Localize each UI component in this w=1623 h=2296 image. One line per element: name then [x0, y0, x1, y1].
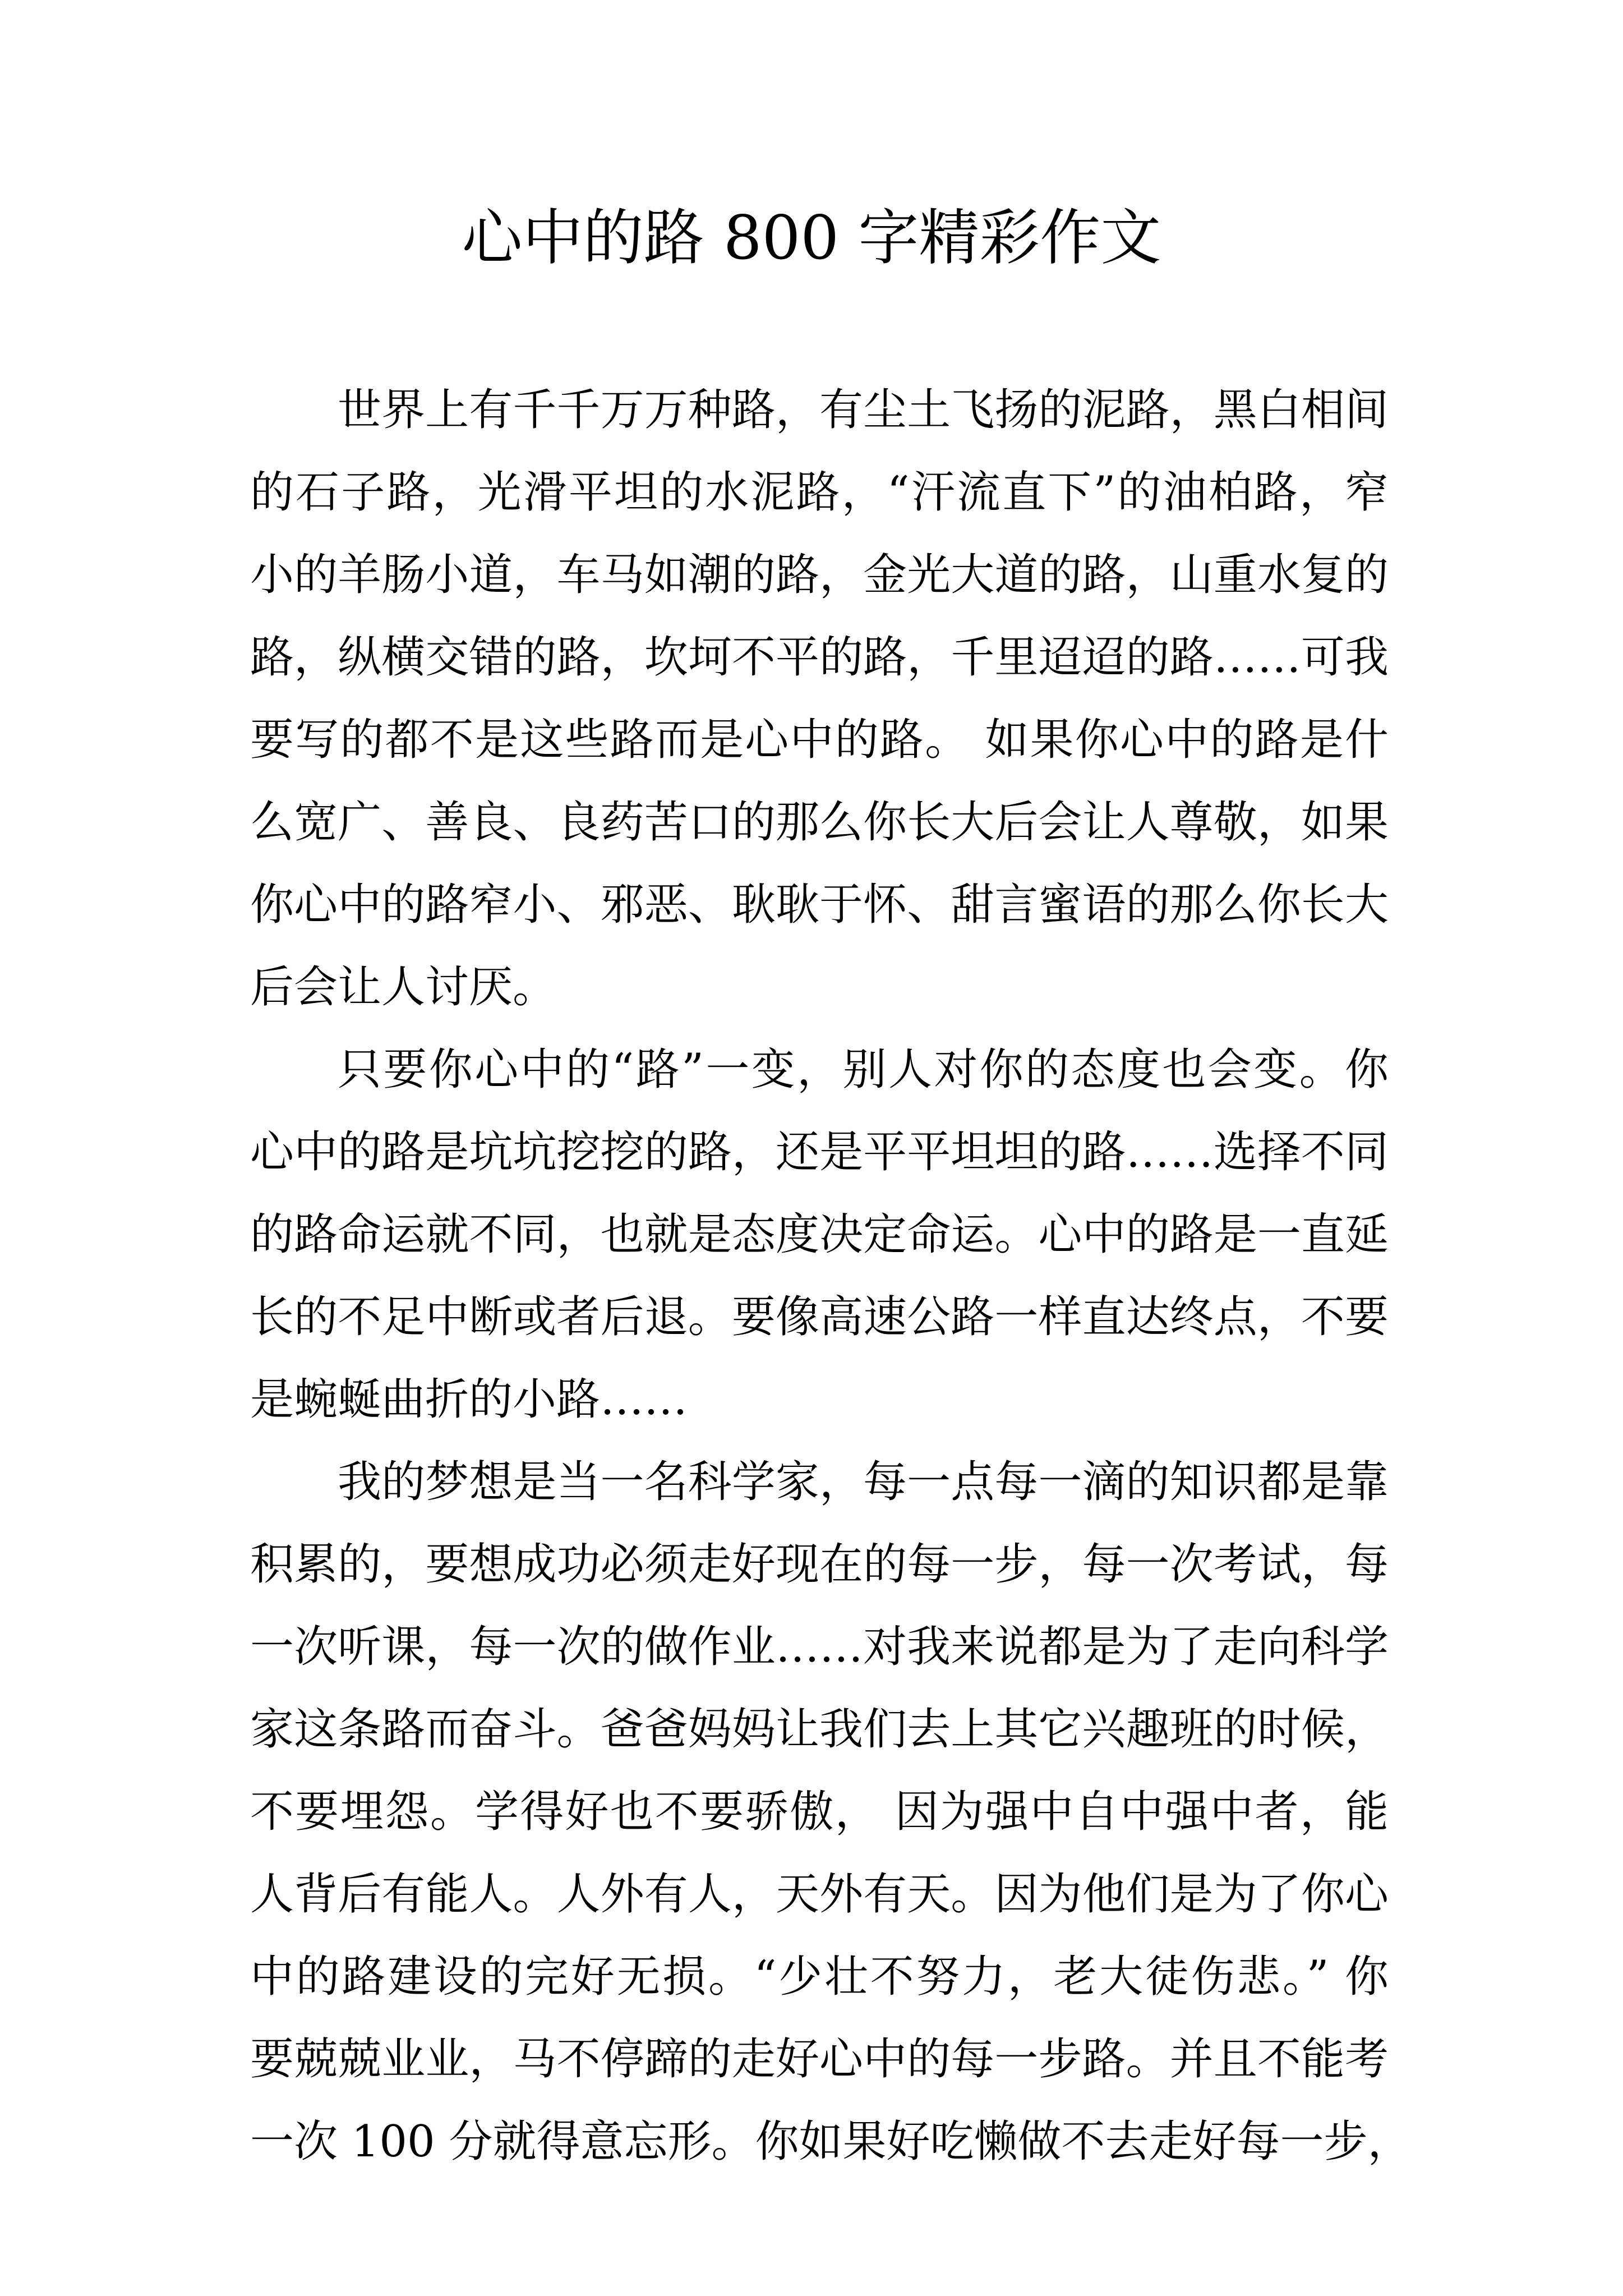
paragraph-line: 不要埋怨。学得好也不要骄傲， 因为强中自中强中者，能 — [250, 1787, 1389, 1837]
paragraph-line: 我的梦想是当一名科学家，每一点每一滴的知识都是靠 — [338, 1457, 1389, 1507]
paragraph-line: 的石子路，光滑平坦的水泥路，“汗流直下”的油柏路，窄 — [250, 467, 1389, 518]
document-body — [250, 369, 1412, 2183]
paragraph-line: 你心中的路窄小、邪恶、耿耿于怀、甜言蜜语的那么你长大 — [250, 880, 1389, 930]
paragraph-line: 后会让人讨厌。 — [250, 962, 557, 1013]
paragraph-line: 一次听课，每一次的做作业……对我来说都是为了走向科学 — [250, 1622, 1389, 1672]
paragraph-line: 积累的，要想成功必须走好现在的每一步，每一次考试，每 — [250, 1539, 1389, 1590]
paragraph-line: 是蜿蜒曲折的小路…… — [250, 1374, 688, 1425]
paragraph-line: 小的羊肠小道，车马如潮的路，金光大道的路，山重水复的 — [250, 550, 1389, 600]
paragraph-line: 路，纵横交错的路，坎坷不平的路，千里迢迢的路……可我 — [250, 632, 1389, 683]
paragraph-line: 心中的路是坑坑挖挖的路，还是平平坦坦的路……选择不同 — [250, 1127, 1389, 1177]
paragraph-line: 世界上有千千万万种路，有尘土飞扬的泥路，黑白相间 — [338, 385, 1389, 435]
document-title: 心中的路 800 字精彩作文 — [462, 203, 1161, 273]
paragraph-line: 的路命运就不同，也就是态度决定命运。心中的路是一直延 — [250, 1209, 1389, 1260]
paragraph-line: 只要你心中的“路”一变，别人对你的态度也会变。你 — [338, 1045, 1389, 1095]
paragraph-line: 一次 100 分就得意忘形。你如果好吃懒做不去走好每一步， — [250, 2116, 1412, 2167]
paragraph-line: 家这条路而奋斗。爸爸妈妈让我们去上其它兴趣班的时候， — [250, 1704, 1389, 1755]
paragraph-line: 中的路建设的完好无损。“少壮不努力，老大徒伤悲。” 你 — [250, 1952, 1389, 2002]
paragraph-line: 要兢兢业业，马不停蹄的走好心中的每一步路。并且不能考 — [250, 2034, 1389, 2085]
paragraph-line: 长的不足中断或者后退。要像高速公路一样直达终点，不要 — [250, 1292, 1389, 1342]
paragraph-line: 人背后有能人。人外有人，天外有天。因为他们是为了你心 — [250, 1869, 1389, 1920]
paragraph-line: 么宽广、善良、良药苦口的那么你长大后会让人尊敬，如果 — [250, 797, 1389, 848]
paragraph-line: 要写的都不是这些路而是心中的路。 如果你心中的路是什 — [250, 715, 1389, 765]
